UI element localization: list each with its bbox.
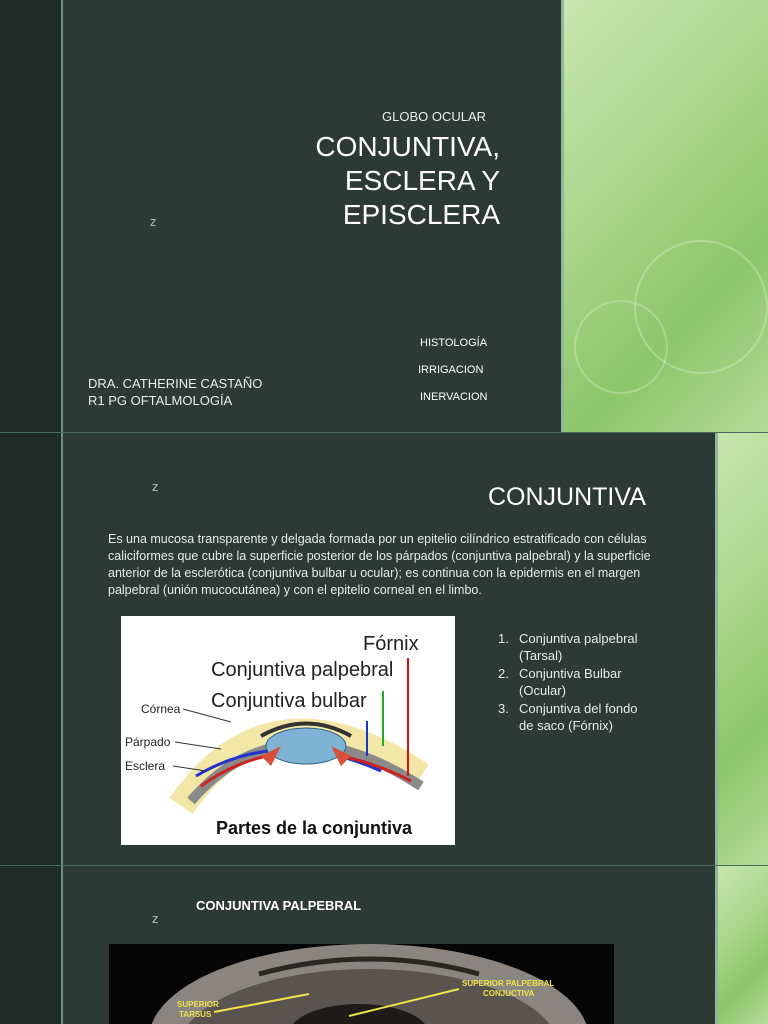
list-text bbox=[519, 630, 638, 664]
eye-diagram bbox=[121, 616, 455, 845]
label-esclera: Esclera bbox=[125, 759, 166, 773]
z-mark: z bbox=[150, 214, 157, 229]
author-role: R1 PG OFTALMOLOGÍA bbox=[88, 393, 233, 408]
label-superior-tarsus-1: SUPERIOR bbox=[177, 1000, 219, 1009]
title-line-3: EPISCLERA bbox=[342, 199, 500, 230]
label-palpebral: Conjuntiva palpebral bbox=[211, 659, 394, 681]
list-line: Conjuntiva Bulbar bbox=[519, 666, 622, 681]
label-palpebral-conj-2: CONJUCTIVA bbox=[483, 989, 535, 998]
title-line-1: CONJUNTIVA, bbox=[315, 131, 500, 162]
list-line: (Ocular) bbox=[519, 683, 566, 698]
green-decor-panel bbox=[718, 433, 768, 865]
left-accent-line bbox=[61, 433, 63, 865]
author-block bbox=[88, 375, 262, 409]
lens bbox=[266, 728, 346, 764]
section-title: CONJUNTIVA PALPEBRAL bbox=[196, 898, 362, 913]
left-bar bbox=[0, 433, 61, 865]
title-line-2: ESCLERA Y bbox=[344, 165, 500, 196]
description-paragraph: Es una mucosa transparente y delgada formada por un epitelio cilíndrico estratificado con células caliciformes que cubre la superficie posterior de los párpados (conjuntiva palpebral) y la superficie anterior de la esclerótica (conjuntiva bulbar u ocular); es continua con la epidermis en el margen palpebral (unión mucocutánea) y con el epitelio corneal en el limbo. bbox=[108, 532, 651, 597]
left-accent-line bbox=[61, 866, 63, 1024]
decor-circle bbox=[574, 300, 668, 394]
green-decor-panel bbox=[564, 0, 768, 432]
topic-item: HISTOLOGÍA bbox=[420, 337, 488, 349]
list-line: (Tarsal) bbox=[519, 648, 563, 663]
topic-item: IRRIGACION bbox=[418, 364, 484, 376]
left-bar bbox=[0, 866, 61, 1024]
left-bar bbox=[0, 0, 61, 432]
list-line: Conjuntiva palpebral bbox=[519, 631, 638, 646]
label-superior-tarsus-2: TARSUS bbox=[179, 1010, 212, 1019]
eyelid-illustration bbox=[109, 944, 614, 1024]
label-palpebral-conj-1: SUPERIOR PALPEBRAL bbox=[462, 979, 555, 988]
green-decor-panel bbox=[718, 866, 768, 1024]
label-cornea: Córnea bbox=[141, 702, 181, 716]
section-title: CONJUNTIVA bbox=[488, 483, 646, 511]
eyelid-photo bbox=[109, 944, 614, 1024]
list-text bbox=[519, 700, 638, 734]
conjunctiva-figure bbox=[121, 616, 455, 845]
kicker: GLOBO OCULAR bbox=[382, 109, 487, 124]
slide-title bbox=[240, 130, 500, 232]
slide-conjuntiva bbox=[0, 433, 768, 865]
list-number: 1. bbox=[498, 631, 509, 646]
left-accent-line bbox=[61, 0, 63, 432]
z-mark: z bbox=[152, 479, 159, 494]
list-item bbox=[498, 630, 698, 664]
author-name: DRA. CATHERINE CASTAÑO bbox=[88, 376, 263, 391]
list-number: 2. bbox=[498, 666, 509, 681]
label-parpado: Párpado bbox=[125, 735, 171, 749]
list-line: Conjuntiva del fondo bbox=[519, 701, 638, 716]
list-number: 3. bbox=[498, 701, 509, 716]
list-text bbox=[519, 665, 622, 699]
parts-list bbox=[498, 630, 698, 734]
slide-title bbox=[0, 0, 768, 432]
figure-caption: Partes de la conjuntiva bbox=[216, 818, 413, 838]
parpado-pointer bbox=[175, 742, 221, 749]
z-mark: z bbox=[152, 911, 159, 926]
label-bulbar: Conjuntiva bulbar bbox=[211, 690, 367, 712]
slide-palpebral bbox=[0, 866, 768, 1024]
list-item bbox=[498, 700, 698, 734]
list-item bbox=[498, 665, 698, 699]
list-line: de saco (Fórnix) bbox=[519, 718, 613, 733]
label-fornix: Fórnix bbox=[363, 633, 419, 655]
topic-item: INERVACION bbox=[420, 391, 488, 403]
